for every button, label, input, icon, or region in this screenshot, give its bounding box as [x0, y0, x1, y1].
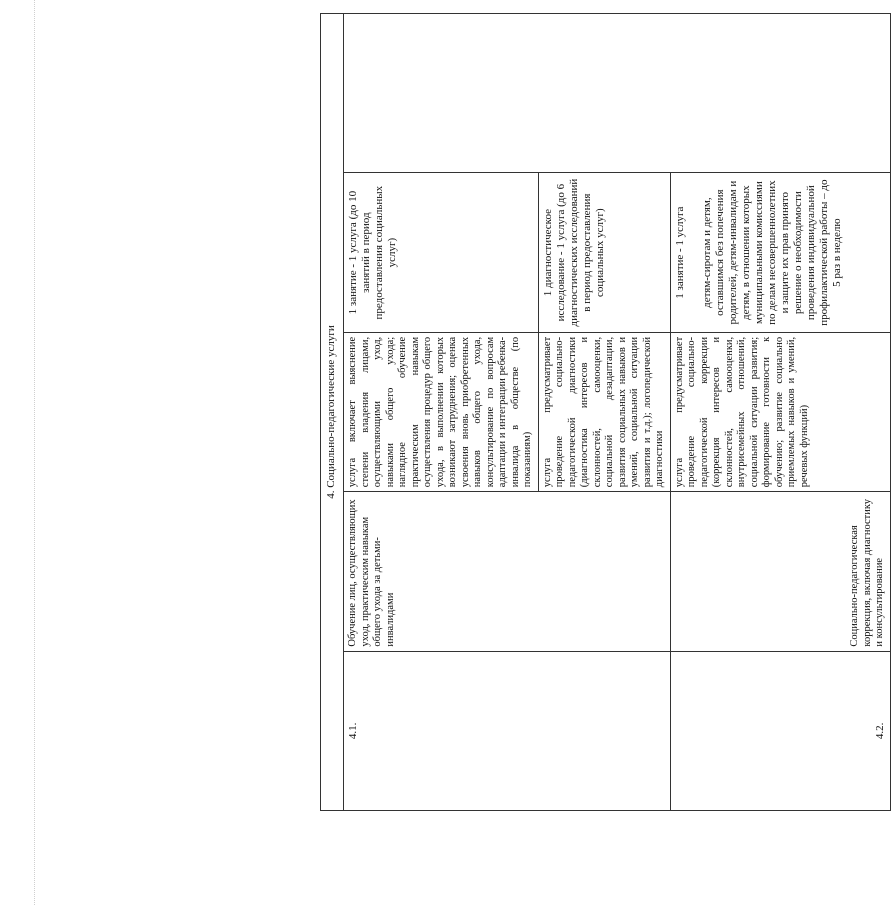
- table-row: [344, 14, 539, 811]
- row-number: 4.1.: [344, 651, 671, 810]
- empty-cell: [344, 14, 891, 173]
- service-description: услуга включает выяснение степени владения лицами, осуществляющими уход, навыками общего ухода; наглядное обучение практическим навыкам осуществления процедур общего ухода, в выполнении которых возникают затруднения; оценка усвоения вновь приобретенных навыков общего ухода, консультирование по вопросам адаптации и интеграции ребенка-инвалида в обществе (по показаниям): [344, 332, 539, 491]
- section-title: 4. Социально-педагогические услуги: [321, 14, 344, 811]
- service-volume: 1 диагностическое исследование - 1 услуга (до 6 диагностических исследований в период предоставления социальных услуг): [538, 173, 670, 332]
- service-volume-cell: [670, 173, 890, 332]
- row-number: 4.2.: [670, 651, 890, 810]
- margin-line: [34, 0, 35, 905]
- services-table: [320, 13, 891, 811]
- service-volume: 1 занятие - 1 услуга: [673, 206, 686, 299]
- service-name: Социально-педагогическая коррекция, включая диагностику и консультирование: [670, 492, 890, 651]
- service-description: услуга предусматривает проведение социально-педагогической коррекции (коррекция интересов и склонностей, самооценки, внутрисемейных отношений, социальной ситуации развития; формирование готовности к обучению; развитие социально приемлемых навыков и умений, речевых функций): [670, 332, 890, 491]
- section-header-row: [321, 14, 344, 811]
- rotated-table-sheet: [320, 13, 886, 811]
- service-description: услуга предусматривает проведение социально-педагогической диагностики (диагностика интересов и склонностей, самооценки, социальной дезадаптации, развития социальных навыков и умений, социальной ситуации развития и т.д.); логопедической диагностики: [538, 332, 670, 491]
- service-volume-extra: детям-сиротам и детям, оставшимся без попечения родителей, детям-инвалидам и детям, в отношении которых муниципальными комиссиями по делам несовершеннолетних и защите их прав принято решение о необходимости проведения индивидуальной профилактической работы – до 5 раз в неделю: [700, 179, 843, 326]
- service-volume: 1 занятие - 1 услуга (до 10 занятий в период предоставления социальных услуг): [344, 173, 539, 332]
- service-name: Обучение лиц, осуществляющих уход, практическим навыкам общего ухода за детьми-инвалидами: [344, 492, 671, 651]
